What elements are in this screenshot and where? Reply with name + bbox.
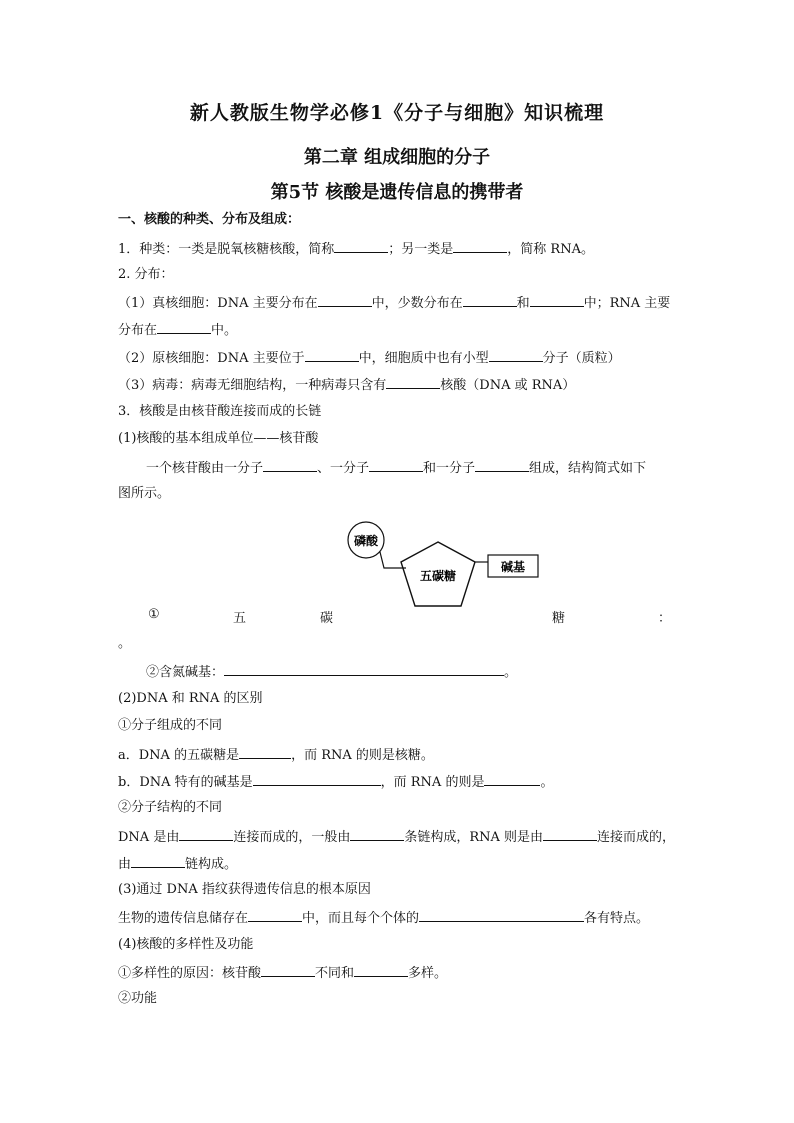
blank-component-2[interactable] [369, 458, 423, 472]
chapter-title: 第二章 组成细胞的分子 [303, 147, 491, 168]
blank-component-3[interactable] [475, 458, 529, 472]
blank-dna-abbr[interactable] [334, 239, 388, 253]
blank-dna-strand-count[interactable] [350, 827, 404, 841]
section-title: 第5节 核酸是遗传信息的携带者 [270, 182, 524, 203]
blank-dna-units[interactable] [179, 827, 233, 841]
heading-nucleic-acid-types: 一、核酸的种类、分布及组成： [118, 212, 301, 227]
line-prokaryote: （2）原核细胞：DNA 主要位于 中，细胞质中也有小型 分子（质粒） [118, 348, 621, 368]
blank-dna-sugar[interactable] [239, 745, 291, 759]
item-1-end: 。 [118, 636, 132, 651]
line-nucleotide-composition: 一个核苷酸由一分子 、一分子 和一分子 组成，结构简式如下 [146, 458, 646, 478]
line-function: ②功能 [118, 991, 158, 1006]
blank-prokaryote-dna-location[interactable] [305, 348, 359, 362]
line-rna-structure: 由 链构成。 [118, 854, 237, 874]
blank-dna-main-location[interactable] [318, 293, 372, 307]
blank-rna-name[interactable] [453, 239, 507, 253]
document-title: 新人教版生物学必修1《分子与细胞》知识梳理 [189, 102, 605, 124]
blank-virus-nucleic-acid[interactable] [386, 375, 440, 389]
blank-plasmid-shape[interactable] [489, 348, 543, 362]
blank-dna-minor-location-2[interactable] [530, 293, 584, 307]
line-types: 1．种类：一类是脱氧核糖核酸，简称 ；另一类是 ，简称 RNA。 [118, 239, 594, 259]
line-eukaryote: （1）真核细胞：DNA 主要分布在 中，少数分布在 和 中；RNA 主要 [118, 293, 670, 313]
line-long-chain: 3．核酸是由核苷酸连接而成的长链 [118, 404, 322, 419]
blank-dna-specific-base[interactable] [253, 772, 381, 786]
item-1-char-2: 碳 [320, 611, 334, 626]
nucleotide-diagram [340, 518, 550, 614]
item-1-char-1: 五 [233, 611, 247, 626]
line-specific-base: b．DNA 特有的碱基是 ，而 RNA 的则是 。 [118, 772, 553, 792]
blank-diversity-1[interactable] [261, 963, 315, 977]
line-structure-difference: ②分子结构的不同 [118, 800, 223, 815]
blank-dna-minor-location-1[interactable] [463, 293, 517, 307]
blank-rna-location[interactable] [157, 320, 211, 334]
blank-rna-specific-base[interactable] [484, 772, 540, 786]
line-nitrogenous-base: ②含氮碱基： 。 [146, 662, 517, 682]
item-1-char-3: 糖 [552, 611, 566, 626]
line-diversity-reason: ①多样性的原因：核苷酸 不同和 多样。 [118, 963, 447, 983]
line-diversity-function: (4)核酸的多样性及功能 [118, 937, 254, 952]
blank-individual-feature[interactable] [419, 908, 584, 922]
line-genetic-info-storage: 生物的遗传信息储存在 中，而且每个个体的 各有特点。 [118, 908, 649, 928]
blank-rna-strand-count[interactable] [131, 854, 185, 868]
line-eukaryote-cont: 分布在 中。 [118, 320, 237, 340]
line-dna-sugar: a．DNA 的五碳糖是 ，而 RNA 的则是核糖。 [118, 745, 434, 765]
line-dna-rna-difference: (2)DNA 和 RNA 的区别 [118, 691, 263, 706]
line-figure-ref: 图所示。 [118, 486, 171, 501]
blank-rna-units[interactable] [543, 827, 597, 841]
phosphate-label: 磷酸 [353, 534, 379, 548]
line-dna-fingerprint: (3)通过 DNA 指纹获得遗传信息的根本原因 [118, 882, 371, 897]
line-composition-difference: ①分子组成的不同 [118, 718, 223, 733]
base-label: 碱基 [500, 560, 526, 574]
item-1-colon: ： [658, 611, 672, 626]
blank-info-storage[interactable] [248, 908, 302, 922]
blank-diversity-2[interactable] [354, 963, 408, 977]
blank-nitrogenous-bases[interactable] [224, 662, 504, 676]
item-1-number: ① [148, 607, 160, 622]
line-basic-unit: (1)核酸的基本组成单位——核苷酸 [118, 431, 319, 446]
line-dna-structure: DNA 是由 连接而成的，一般由 条链构成，RNA 则是由 连接而成的， [118, 827, 675, 847]
line-distribution: 2. 分布： [118, 267, 174, 282]
pentose-label: 五碳糖 [419, 569, 457, 583]
line-virus: （3）病毒：病毒无细胞结构，一种病毒只含有 核酸（DNA 或 RNA） [118, 375, 575, 395]
blank-component-1[interactable] [263, 458, 317, 472]
